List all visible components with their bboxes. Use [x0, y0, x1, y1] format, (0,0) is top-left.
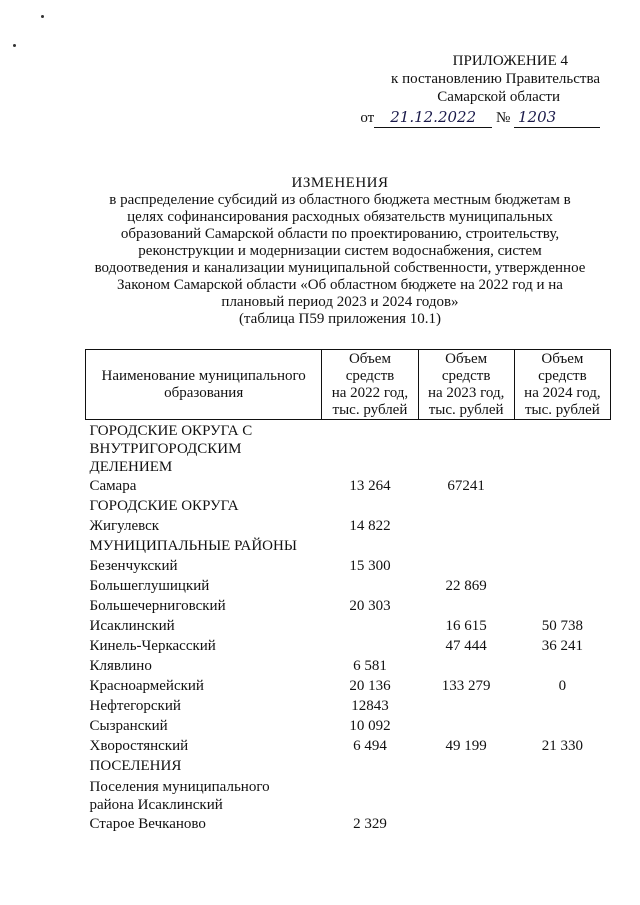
value-2022: 12843 [351, 698, 389, 714]
table-row [86, 476, 611, 496]
heading-line: в распределение субсидий из областного бюджета местным бюджетам в [109, 192, 571, 208]
municipality-name: Безенчукский [89, 558, 178, 574]
value-2022: 15 300 [349, 558, 391, 574]
section-row [86, 496, 611, 516]
section-title: ПОСЕЛЕНИЯ [89, 758, 182, 774]
table-row [86, 814, 611, 834]
header-line: на 2023 год, [427, 384, 505, 401]
municipality-name: Клявлино [89, 658, 152, 674]
value-2023 [418, 814, 514, 834]
document-heading [80, 175, 600, 328]
heading-line: плановый период 2023 и 2024 годов» [221, 294, 459, 310]
subsection-title: Поселения муниципального [89, 779, 270, 795]
table-row [86, 736, 611, 756]
table-row [86, 656, 611, 676]
table-row [86, 636, 611, 656]
appendix-region: Самарской области [437, 89, 560, 105]
value-2023 [418, 696, 514, 716]
value-2023 [418, 556, 514, 576]
header-line: Объем [541, 350, 584, 367]
header-line: тыс. рублей [332, 401, 408, 418]
value-2022: 20 136 [349, 678, 391, 694]
municipality-name: Самара [89, 478, 137, 494]
section-title: МУНИЦИПАЛЬНЫЕ РАЙОНЫ [89, 538, 297, 554]
header-name [86, 350, 322, 420]
heading-line: целях софинансирования расходных обязательств муниципальных [127, 209, 553, 225]
table-row [86, 556, 611, 576]
value-2023: 133 279 [441, 678, 491, 694]
value-2023: 67241 [447, 478, 485, 494]
value-2022 [322, 636, 418, 656]
value-2022: 14 822 [349, 518, 391, 534]
section-row [86, 776, 611, 814]
header-line: тыс. рублей [428, 401, 504, 418]
header-line: Наименование муниципального [101, 367, 306, 384]
value-2023 [418, 516, 514, 536]
value-2024: 21 330 [541, 738, 583, 754]
value-2023 [418, 656, 514, 676]
value-2024: 36 241 [541, 638, 583, 654]
value-2022: 10 092 [349, 718, 391, 734]
header-2024 [514, 350, 610, 420]
header-line: средств [538, 367, 587, 384]
value-2023 [418, 716, 514, 736]
scan-speck [41, 15, 44, 18]
subsidy-table [85, 349, 611, 834]
value-2023: 47 444 [445, 638, 487, 654]
table-row [86, 676, 611, 696]
section-title: ГОРОДСКИЕ ОКРУГА С [89, 423, 253, 439]
appendix-resolution: к постановлению Правительства [391, 71, 600, 87]
value-2024 [514, 556, 610, 576]
header-line: на 2022 год, [331, 384, 409, 401]
section-row [86, 536, 611, 556]
heading-line: водоотведения и канализации муниципальной собственности, утвержденное [94, 260, 586, 276]
municipality-name: Большеглушицкий [89, 578, 210, 594]
municipality-name: Старое Вечканово [89, 816, 206, 832]
municipality-name: Большечерниговский [89, 598, 226, 614]
value-2024 [514, 696, 610, 716]
value-2024 [514, 516, 610, 536]
value-2024 [514, 476, 610, 496]
value-2022: 6 494 [353, 738, 387, 754]
table-row [86, 596, 611, 616]
value-2024 [514, 596, 610, 616]
table-row [86, 516, 611, 536]
heading-line: реконструкции и модернизации систем водоснабжения, систем [138, 243, 542, 259]
header-line: тыс. рублей [524, 401, 600, 418]
table-row [86, 616, 611, 636]
value-2024: 0 [558, 678, 567, 694]
municipality-name: Исаклинский [89, 618, 175, 634]
header-line: средств [441, 367, 491, 384]
municipality-name: Нефтегорский [89, 698, 181, 714]
value-2024 [514, 656, 610, 676]
document-title: ИЗМЕНЕНИЯ [291, 175, 389, 191]
header-line: образования [164, 384, 244, 401]
subsection-title: района Исаклинский [89, 797, 223, 813]
municipality-name: Кинель-Черкасский [89, 638, 216, 654]
date-value: 21.12.2022 [390, 108, 477, 126]
municipality-name: Жигулевск [89, 518, 160, 534]
value-2024 [514, 576, 610, 596]
number-prefix: № [495, 110, 511, 126]
value-2024 [514, 716, 610, 736]
heading-line: (таблица П59 приложения 10.1) [238, 311, 442, 327]
header-2022 [322, 350, 418, 420]
heading-line: образований Самарской области по проектированию, строительству, [120, 226, 560, 242]
appendix-block [350, 52, 600, 128]
section-title: ВНУТРИГОРОДСКИМ [89, 441, 242, 457]
appendix-title: ПРИЛОЖЕНИЕ 4 [452, 53, 568, 69]
heading-line: Законом Самарской области «Об областном бюджете на 2022 год и на [117, 277, 563, 293]
table-header-row [86, 350, 611, 420]
value-2023 [418, 596, 514, 616]
municipality-name: Хворостянский [89, 738, 189, 754]
value-2024 [514, 814, 610, 834]
header-line: на 2024 год, [524, 384, 601, 401]
table-row [86, 716, 611, 736]
table-row [86, 696, 611, 716]
value-2023: 22 869 [445, 578, 487, 594]
section-title: ГОРОДСКИЕ ОКРУГА [89, 498, 239, 514]
value-2022 [322, 616, 418, 636]
municipality-name: Сызранский [89, 718, 168, 734]
number-value: 1203 [518, 108, 557, 126]
section-row [86, 420, 611, 477]
value-2022 [322, 576, 418, 596]
header-2023 [418, 350, 514, 420]
value-2023: 16 615 [445, 618, 487, 634]
section-row [86, 756, 611, 776]
header-line: средств [345, 367, 395, 384]
appendix-date-number [350, 108, 600, 128]
value-2022: 2 329 [353, 816, 387, 832]
header-line: Объем [445, 350, 488, 367]
header-line: Объем [348, 350, 391, 367]
municipality-name: Красноармейский [89, 678, 204, 694]
value-2023: 49 199 [445, 738, 487, 754]
value-2024: 50 738 [541, 618, 583, 634]
section-title: ДЕЛЕНИЕМ [89, 459, 173, 475]
value-2022: 6 581 [353, 658, 387, 674]
date-prefix: от [360, 110, 375, 126]
value-2022: 13 264 [349, 478, 391, 494]
table-row [86, 576, 611, 596]
scan-speck [13, 44, 16, 47]
value-2022: 20 303 [349, 598, 391, 614]
